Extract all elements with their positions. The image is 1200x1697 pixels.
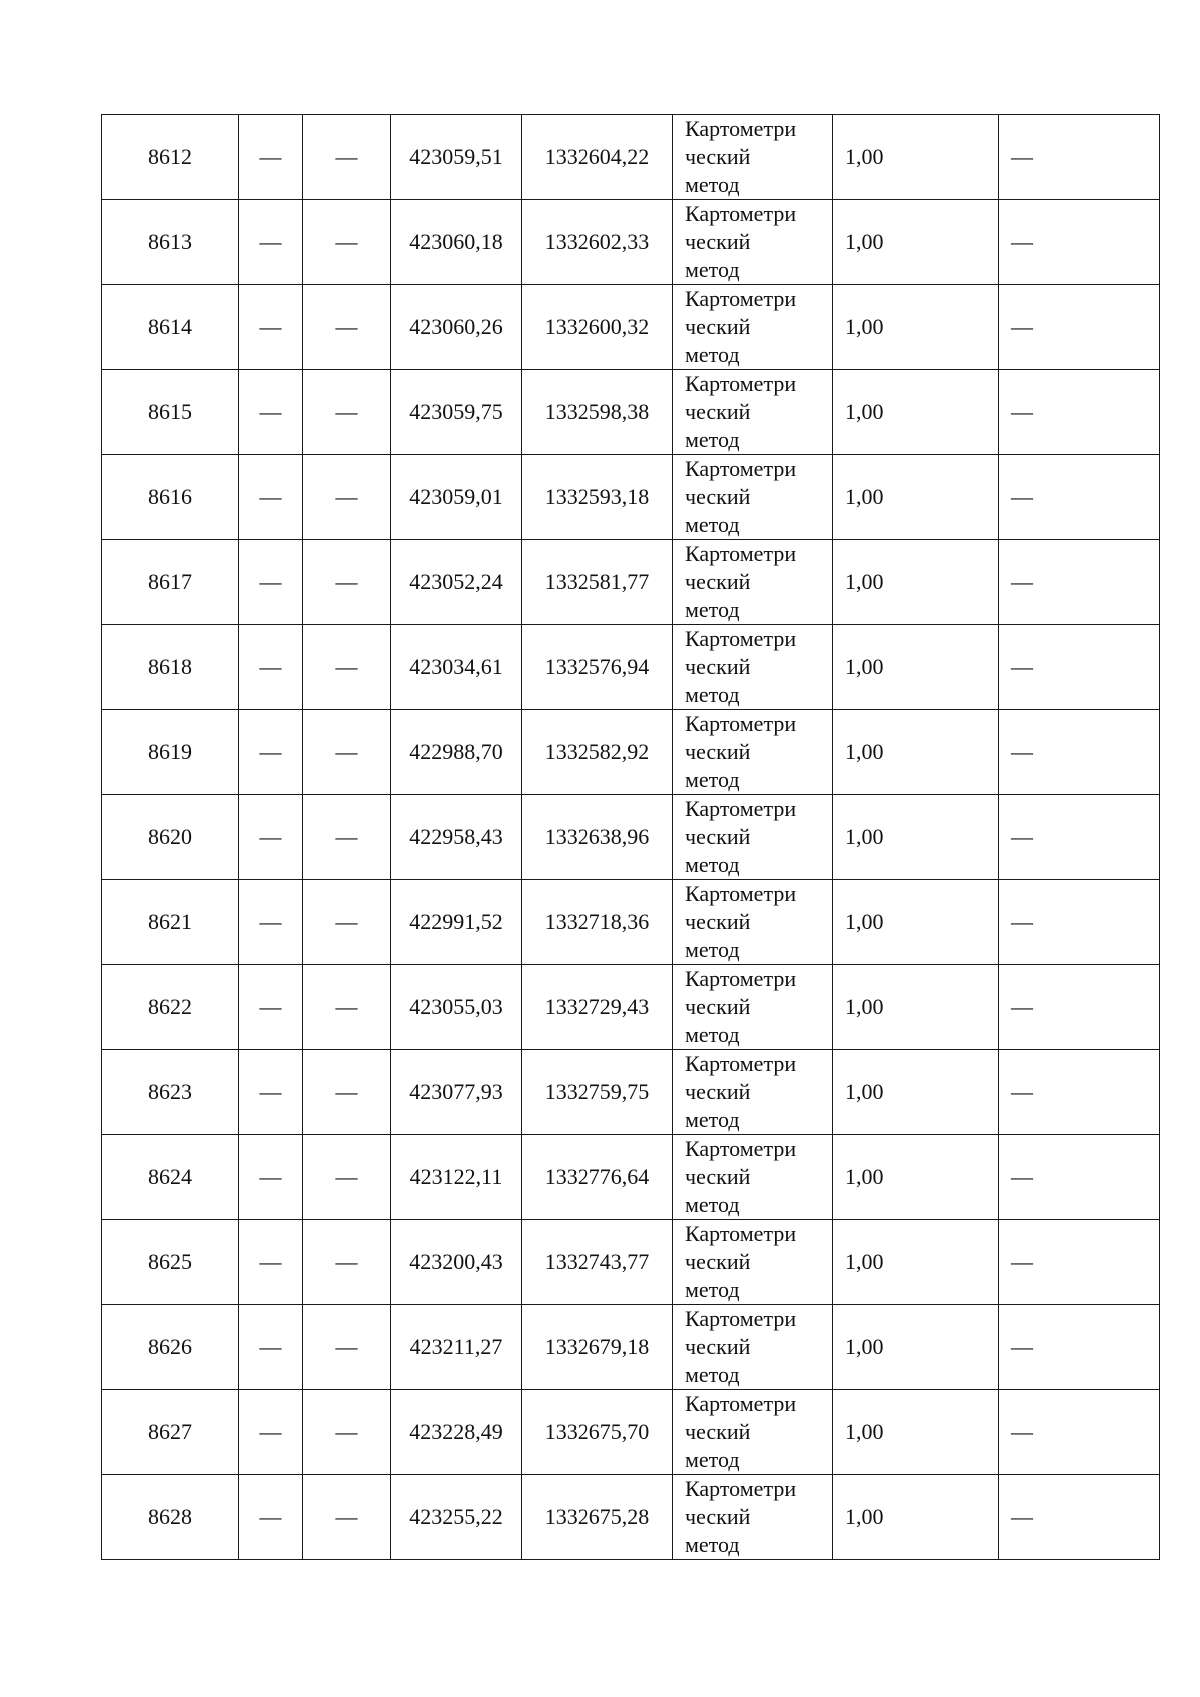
description-cell: — [999,115,1160,200]
method-text-line: Картометри [685,966,797,991]
method-text-line: Картометри [685,1476,797,1501]
table-row [102,1050,1160,1135]
method-text-line: ческий [685,1079,751,1104]
method-text-line: ческий [685,1419,751,1444]
accuracy-cell: 1,00 [833,1220,999,1305]
empty-value-cell: — [239,115,303,200]
method-text-line: ческий [685,994,751,1019]
x-coordinate-cell: 423060,18 [391,200,522,285]
description-cell: — [999,1305,1160,1390]
method-text-line: ческий [685,229,751,254]
method-cell [673,1305,833,1390]
point-number-cell: 8616 [102,455,239,540]
method-text-line: ческий [685,569,751,594]
table-row [102,1220,1160,1305]
y-coordinate-cell: 1332679,18 [522,1305,673,1390]
method-text-line: Картометри [685,116,797,141]
method-text-line: метод [685,852,740,877]
description-cell: — [999,370,1160,455]
table-row [102,540,1160,625]
point-number-cell: 8618 [102,625,239,710]
x-coordinate-cell: 423052,24 [391,540,522,625]
x-coordinate-cell: 423200,43 [391,1220,522,1305]
table-row [102,285,1160,370]
method-text-line: ческий [685,909,751,934]
empty-value-cell: — [239,965,303,1050]
accuracy-cell: 1,00 [833,880,999,965]
method-cell [673,795,833,880]
empty-value-cell: — [303,540,391,625]
empty-value-cell: — [303,285,391,370]
method-text-line: Картометри [685,626,797,651]
method-text-line: Картометри [685,711,797,736]
point-number-cell: 8628 [102,1475,239,1560]
method-cell [673,625,833,710]
y-coordinate-cell: 1332582,92 [522,710,673,795]
point-number-cell: 8613 [102,200,239,285]
method-text-line: ческий [685,1334,751,1359]
accuracy-cell: 1,00 [833,710,999,795]
empty-value-cell: — [239,1475,303,1560]
description-cell: — [999,285,1160,370]
point-number-cell: 8622 [102,965,239,1050]
method-text-line: метод [685,1532,740,1557]
x-coordinate-cell: 423122,11 [391,1135,522,1220]
y-coordinate-cell: 1332598,38 [522,370,673,455]
accuracy-cell: 1,00 [833,370,999,455]
y-coordinate-cell: 1332581,77 [522,540,673,625]
point-number-cell: 8623 [102,1050,239,1135]
x-coordinate-cell: 423055,03 [391,965,522,1050]
point-number-cell: 8617 [102,540,239,625]
method-cell [673,200,833,285]
empty-value-cell: — [239,625,303,710]
empty-value-cell: — [239,710,303,795]
method-text-line: ческий [685,399,751,424]
table-body [102,115,1160,1560]
accuracy-cell: 1,00 [833,965,999,1050]
point-number-cell: 8612 [102,115,239,200]
empty-value-cell: — [303,710,391,795]
empty-value-cell: — [239,285,303,370]
empty-value-cell: — [239,1305,303,1390]
description-cell: — [999,455,1160,540]
method-text-line: метод [685,1192,740,1217]
y-coordinate-cell: 1332602,33 [522,200,673,285]
method-cell [673,1135,833,1220]
coordinates-table [101,114,1160,1560]
method-text-line: ческий [685,314,751,339]
empty-value-cell: — [239,1390,303,1475]
method-cell [673,1220,833,1305]
method-cell [673,965,833,1050]
empty-value-cell: — [303,965,391,1050]
method-text-line: ческий [685,484,751,509]
point-number-cell: 8619 [102,710,239,795]
method-text-line: метод [685,342,740,367]
method-cell [673,1390,833,1475]
method-text-line: ческий [685,1504,751,1529]
accuracy-cell: 1,00 [833,200,999,285]
y-coordinate-cell: 1332593,18 [522,455,673,540]
empty-value-cell: — [303,115,391,200]
point-number-cell: 8620 [102,795,239,880]
empty-value-cell: — [239,200,303,285]
method-text-line: Картометри [685,286,797,311]
empty-value-cell: — [239,1220,303,1305]
method-cell [673,540,833,625]
method-cell [673,285,833,370]
description-cell: — [999,795,1160,880]
table-row [102,1390,1160,1475]
method-text-line: ческий [685,824,751,849]
table-row [102,1135,1160,1220]
accuracy-cell: 1,00 [833,1305,999,1390]
method-cell [673,115,833,200]
accuracy-cell: 1,00 [833,285,999,370]
method-cell [673,1050,833,1135]
description-cell: — [999,625,1160,710]
empty-value-cell: — [303,200,391,285]
point-number-cell: 8615 [102,370,239,455]
method-text-line: метод [685,257,740,282]
empty-value-cell: — [303,1305,391,1390]
y-coordinate-cell: 1332604,22 [522,115,673,200]
method-cell [673,1475,833,1560]
y-coordinate-cell: 1332743,77 [522,1220,673,1305]
y-coordinate-cell: 1332718,36 [522,880,673,965]
empty-value-cell: — [303,1475,391,1560]
description-cell: — [999,1135,1160,1220]
table-row [102,115,1160,200]
method-text-line: метод [685,172,740,197]
x-coordinate-cell: 423059,01 [391,455,522,540]
empty-value-cell: — [303,1050,391,1135]
method-text-line: Картометри [685,1221,797,1246]
method-text-line: метод [685,1022,740,1047]
x-coordinate-cell: 423228,49 [391,1390,522,1475]
table-row [102,710,1160,795]
table-row [102,1305,1160,1390]
description-cell: — [999,1475,1160,1560]
y-coordinate-cell: 1332638,96 [522,795,673,880]
point-number-cell: 8614 [102,285,239,370]
method-text-line: метод [685,1107,740,1132]
method-text-line: Картометри [685,881,797,906]
method-text-line: метод [685,1447,740,1472]
y-coordinate-cell: 1332600,32 [522,285,673,370]
accuracy-cell: 1,00 [833,1050,999,1135]
empty-value-cell: — [239,370,303,455]
empty-value-cell: — [239,880,303,965]
x-coordinate-cell: 423211,27 [391,1305,522,1390]
empty-value-cell: — [239,455,303,540]
method-text-line: Картометри [685,1391,797,1416]
table-row [102,1475,1160,1560]
method-text-line: ческий [685,739,751,764]
description-cell: — [999,710,1160,795]
empty-value-cell: — [239,1135,303,1220]
y-coordinate-cell: 1332675,70 [522,1390,673,1475]
empty-value-cell: — [239,1050,303,1135]
accuracy-cell: 1,00 [833,1475,999,1560]
description-cell: — [999,880,1160,965]
method-cell [673,880,833,965]
accuracy-cell: 1,00 [833,795,999,880]
point-number-cell: 8626 [102,1305,239,1390]
x-coordinate-cell: 422958,43 [391,795,522,880]
table-row [102,795,1160,880]
y-coordinate-cell: 1332576,94 [522,625,673,710]
y-coordinate-cell: 1332776,64 [522,1135,673,1220]
table-row [102,455,1160,540]
point-number-cell: 8621 [102,880,239,965]
empty-value-cell: — [303,795,391,880]
description-cell: — [999,1220,1160,1305]
point-number-cell: 8625 [102,1220,239,1305]
empty-value-cell: — [303,880,391,965]
x-coordinate-cell: 422991,52 [391,880,522,965]
empty-value-cell: — [303,370,391,455]
x-coordinate-cell: 423059,51 [391,115,522,200]
empty-value-cell: — [303,455,391,540]
accuracy-cell: 1,00 [833,115,999,200]
y-coordinate-cell: 1332759,75 [522,1050,673,1135]
method-text-line: метод [685,1362,740,1387]
y-coordinate-cell: 1332675,28 [522,1475,673,1560]
method-text-line: ческий [685,1249,751,1274]
x-coordinate-cell: 423255,22 [391,1475,522,1560]
empty-value-cell: — [303,1390,391,1475]
table-row [102,965,1160,1050]
method-text-line: ческий [685,1164,751,1189]
empty-value-cell: — [239,795,303,880]
empty-value-cell: — [303,1135,391,1220]
accuracy-cell: 1,00 [833,1390,999,1475]
method-text-line: метод [685,512,740,537]
accuracy-cell: 1,00 [833,1135,999,1220]
method-text-line: Картометри [685,1136,797,1161]
method-text-line: метод [685,767,740,792]
method-text-line: Картометри [685,1306,797,1331]
x-coordinate-cell: 423077,93 [391,1050,522,1135]
method-text-line: метод [685,682,740,707]
description-cell: — [999,1050,1160,1135]
accuracy-cell: 1,00 [833,540,999,625]
description-cell: — [999,1390,1160,1475]
method-text-line: Картометри [685,456,797,481]
method-text-line: ческий [685,654,751,679]
method-text-line: Картометри [685,541,797,566]
x-coordinate-cell: 422988,70 [391,710,522,795]
empty-value-cell: — [239,540,303,625]
method-cell [673,370,833,455]
x-coordinate-cell: 423034,61 [391,625,522,710]
method-text-line: Картометри [685,201,797,226]
method-text-line: Картометри [685,371,797,396]
description-cell: — [999,965,1160,1050]
accuracy-cell: 1,00 [833,455,999,540]
method-text-line: метод [685,937,740,962]
empty-value-cell: — [303,1220,391,1305]
accuracy-cell: 1,00 [833,625,999,710]
table-row [102,200,1160,285]
method-text-line: метод [685,1277,740,1302]
table-row [102,625,1160,710]
method-text-line: метод [685,597,740,622]
x-coordinate-cell: 423060,26 [391,285,522,370]
method-text-line: метод [685,427,740,452]
method-text-line: Картометри [685,1051,797,1076]
empty-value-cell: — [303,625,391,710]
description-cell: — [999,200,1160,285]
point-number-cell: 8627 [102,1390,239,1475]
method-text-line: ческий [685,144,751,169]
method-text-line: Картометри [685,796,797,821]
y-coordinate-cell: 1332729,43 [522,965,673,1050]
x-coordinate-cell: 423059,75 [391,370,522,455]
description-cell: — [999,540,1160,625]
method-cell [673,710,833,795]
point-number-cell: 8624 [102,1135,239,1220]
table-row [102,370,1160,455]
method-cell [673,455,833,540]
table-row [102,880,1160,965]
